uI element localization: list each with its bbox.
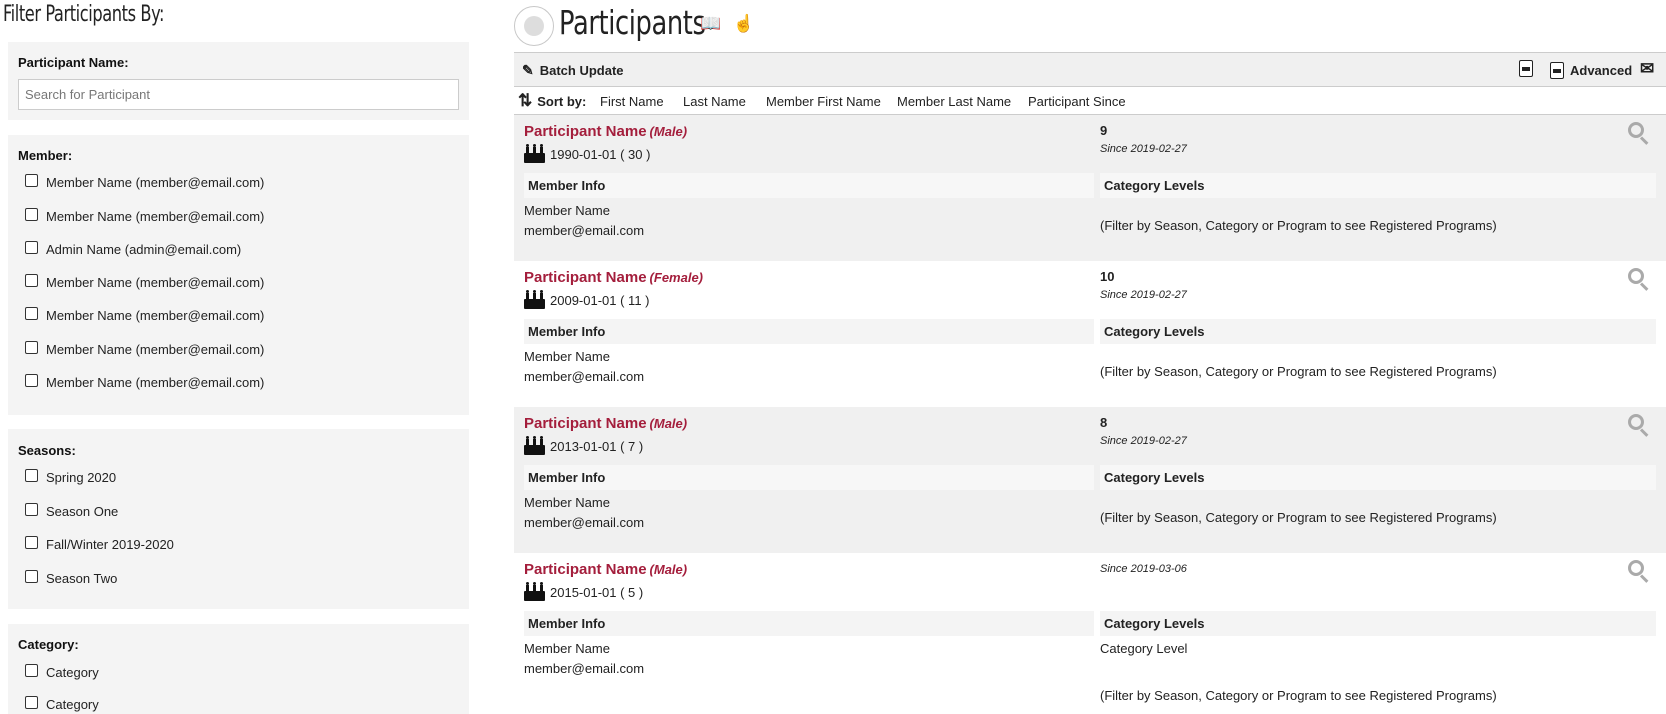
- advanced-button[interactable]: [1550, 62, 1632, 79]
- participant-gender: (Male): [649, 416, 688, 431]
- category-checkbox-row[interactable]: [25, 665, 99, 680]
- participant-name-label: Participant Name:: [18, 55, 129, 70]
- sort-arrows-icon: ⇅: [518, 91, 533, 110]
- member-name: Member Name: [524, 349, 610, 364]
- seasons-label: Seasons:: [18, 443, 76, 458]
- category-checkbox-row[interactable]: [25, 697, 99, 712]
- member-info-header: Member Info: [524, 173, 1094, 198]
- member-email: member@email.com: [524, 515, 645, 530]
- birthday-cake-icon: [524, 145, 545, 163]
- checkbox[interactable]: [25, 341, 38, 354]
- programs-note: (Filter by Season, Category or Program to see Registered Programs): [1100, 510, 1497, 525]
- member-option-label: Member Name (member@email.com): [46, 308, 265, 323]
- member-label: Member:: [18, 148, 73, 163]
- programs-note: (Filter by Season, Category or Program to see Registered Programs): [1100, 688, 1497, 703]
- member-info-header: Member Info: [524, 319, 1094, 344]
- participant-number: 9: [1100, 123, 1108, 138]
- season-checkbox-row[interactable]: [25, 537, 174, 552]
- participant-dob: 2009-01-01 ( 11 ): [524, 291, 650, 309]
- checkbox[interactable]: [25, 241, 38, 254]
- member-checkbox-row[interactable]: [25, 342, 264, 357]
- participant-number: 8: [1100, 415, 1108, 430]
- member-checkbox-row[interactable]: [25, 242, 241, 257]
- batch-update-button[interactable]: [522, 62, 624, 79]
- member-option-label: Admin Name (admin@email.com): [46, 242, 242, 257]
- member-info-header: Member Info: [524, 465, 1094, 490]
- checkbox[interactable]: [25, 274, 38, 287]
- touch-icon[interactable]: ☝: [733, 14, 755, 33]
- toolbar: [514, 52, 1666, 87]
- participant-name-link[interactable]: Participant Name (Male): [524, 123, 688, 140]
- participants-main: [514, 0, 1666, 714]
- email-icon[interactable]: ✉: [1640, 59, 1655, 78]
- participant-card: [514, 407, 1666, 553]
- batch-update-label: Batch Update: [539, 63, 624, 78]
- participant-card: [514, 115, 1666, 261]
- view-details-search-icon[interactable]: [1628, 268, 1652, 292]
- member-email: member@email.com: [524, 369, 645, 384]
- sort-first-name[interactable]: First Name: [600, 94, 664, 109]
- member-checkbox-row[interactable]: [25, 275, 264, 290]
- category-label: Category:: [18, 637, 79, 652]
- category-levels-header: Category Levels: [1100, 319, 1656, 344]
- participant-gender: (Female): [649, 270, 704, 285]
- sort-label: ⇅ Sort by:: [518, 91, 587, 110]
- view-details-search-icon[interactable]: [1628, 122, 1652, 146]
- member-filter: [8, 135, 469, 415]
- view-details-search-icon[interactable]: [1628, 414, 1652, 438]
- seasons-filter: [8, 429, 469, 609]
- season-option-label: Season One: [46, 504, 119, 519]
- season-checkbox-row[interactable]: [25, 504, 118, 519]
- book-icon[interactable]: 📖: [700, 14, 722, 33]
- programs-note: (Filter by Season, Category or Program to see Registered Programs): [1100, 364, 1497, 379]
- sort-member-last-name[interactable]: Member Last Name: [897, 94, 1012, 109]
- category-levels-header: Category Levels: [1100, 465, 1656, 490]
- participant-card: [514, 553, 1666, 714]
- participant-gender: (Male): [649, 562, 688, 577]
- checkbox[interactable]: [25, 208, 38, 221]
- birthday-cake-icon: [524, 437, 545, 455]
- member-option-label: Member Name (member@email.com): [46, 275, 265, 290]
- participant-card: [514, 261, 1666, 407]
- birthday-cake-icon: [524, 291, 545, 309]
- member-option-label: Member Name (member@email.com): [46, 209, 265, 224]
- member-checkbox-row[interactable]: [25, 209, 264, 224]
- participant-name-link[interactable]: Participant Name (Male): [524, 561, 688, 578]
- participant-dob: 2013-01-01 ( 7 ): [524, 437, 643, 455]
- member-option-label: Member Name (member@email.com): [46, 342, 265, 357]
- sort-participant-since[interactable]: Participant Since: [1028, 94, 1126, 109]
- participant-since: Since 2019-02-27: [1100, 435, 1187, 447]
- member-name: Member Name: [524, 641, 610, 656]
- category-level: Category Level: [1100, 641, 1188, 656]
- birthday-cake-icon: [524, 583, 545, 601]
- category-option-label: Category: [46, 665, 99, 680]
- participant-name-link[interactable]: Participant Name (Female): [524, 269, 704, 286]
- participant-number: 10: [1100, 269, 1115, 284]
- season-option-label: Fall/Winter 2019-2020: [46, 537, 174, 552]
- participant-since: Since 2019-03-06: [1100, 563, 1187, 575]
- sort-bar: [514, 88, 1666, 115]
- participant-name-link[interactable]: Participant Name (Male): [524, 415, 688, 432]
- checkbox[interactable]: [25, 536, 38, 549]
- season-checkbox-row[interactable]: [25, 470, 116, 485]
- participant-dob: 2015-01-01 ( 5 ): [524, 583, 643, 601]
- page-title: Participants: [559, 3, 706, 42]
- participant-since: Since 2019-02-27: [1100, 143, 1187, 155]
- member-name: Member Name: [524, 495, 610, 510]
- participant-dob: 1990-01-01 ( 30 ): [524, 145, 650, 163]
- filter-title: Filter Participants By:: [3, 2, 165, 27]
- category-levels-header: Category Levels: [1100, 173, 1656, 198]
- member-checkbox-row[interactable]: [25, 175, 264, 190]
- member-option-label: Member Name (member@email.com): [46, 175, 265, 190]
- advanced-label: Advanced: [1570, 63, 1633, 78]
- member-checkbox-row[interactable]: [25, 308, 264, 323]
- checkbox[interactable]: [25, 469, 38, 482]
- participant-since: Since 2019-02-27: [1100, 289, 1187, 301]
- sort-last-name[interactable]: Last Name: [683, 94, 746, 109]
- advanced-icon: [1550, 62, 1564, 79]
- filter-panel: [0, 0, 470, 714]
- category-filter: [8, 624, 469, 714]
- pencil-icon: ✎: [522, 62, 534, 78]
- checkbox[interactable]: [25, 570, 38, 583]
- participant-search-input[interactable]: [18, 79, 459, 110]
- member-checkbox-row[interactable]: [25, 375, 264, 390]
- member-info-header: Member Info: [524, 611, 1094, 636]
- member-name: Member Name: [524, 203, 610, 218]
- checkbox[interactable]: [25, 696, 38, 709]
- season-option-label: Spring 2020: [46, 470, 117, 485]
- checkbox[interactable]: [25, 174, 38, 187]
- participant-gender: (Male): [649, 124, 688, 139]
- category-option-label: Category: [46, 697, 99, 712]
- category-levels-header: Category Levels: [1100, 611, 1656, 636]
- participants-avatar-icon: [514, 6, 554, 46]
- checkbox[interactable]: [25, 307, 38, 320]
- member-option-label: Member Name (member@email.com): [46, 375, 265, 390]
- participant-name-filter: [8, 42, 469, 120]
- checkbox[interactable]: [25, 664, 38, 677]
- programs-note: (Filter by Season, Category or Program to see Registered Programs): [1100, 218, 1497, 233]
- season-checkbox-row[interactable]: [25, 571, 117, 586]
- checkbox[interactable]: [25, 374, 38, 387]
- view-details-search-icon[interactable]: [1628, 560, 1652, 584]
- member-email: member@email.com: [524, 223, 645, 238]
- sort-member-first-name[interactable]: Member First Name: [766, 94, 881, 109]
- season-option-label: Season Two: [46, 571, 118, 586]
- checkbox[interactable]: [25, 503, 38, 516]
- export-csv-icon[interactable]: [1519, 60, 1533, 77]
- member-email: member@email.com: [524, 661, 645, 676]
